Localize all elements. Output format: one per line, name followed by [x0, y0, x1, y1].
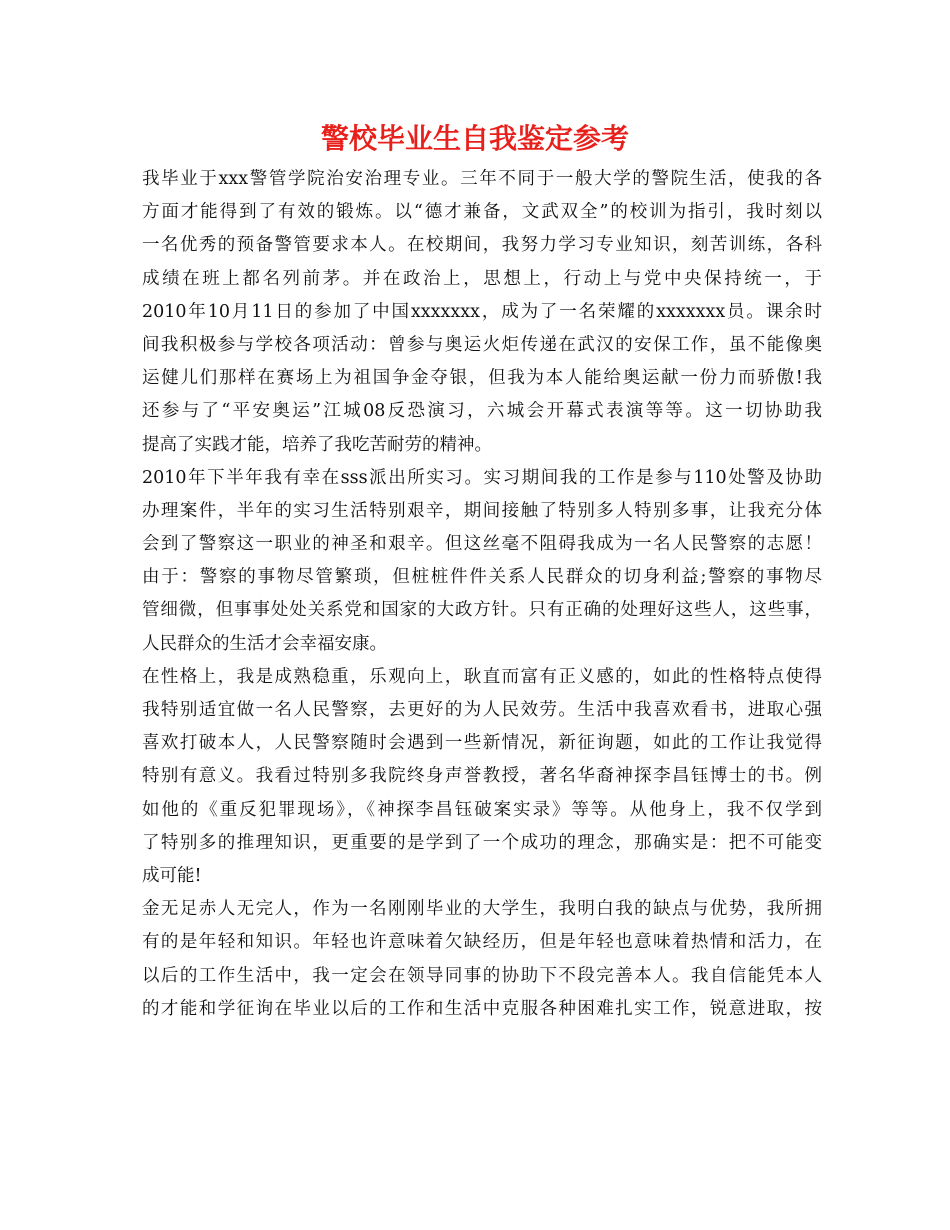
text-line: 我特别适宜做一名人民警察，去更好的为人民效劳。生活中我喜欢看书，进取心强 [142, 700, 822, 720]
text-line: 会到了警察这一职业的神圣和艰辛。但这丝毫不阻碍我成为一名人民警察的志愿！ [142, 534, 822, 555]
text-line: 喜欢打破本人，人民警察随时会遇到一些新情况，新征询题，如此的工作让我觉得 [142, 733, 822, 754]
text-line: 了特别多的推理知识，更重要的是学到了一个成功的理念，那确实是：把不可能变 [142, 832, 822, 853]
document-title: 警校毕业生自我鉴定参考 [320, 122, 629, 155]
text-line: 一名优秀的预备警管要求本人。在校期间，我努力学习专业知识，刻苦训练，各科 [142, 235, 822, 256]
text-line: 管细微，但事事处处关系党和国家的大政方针。只有正确的处理好这些人，这些事， [142, 600, 822, 621]
text-line: 方面才能得到了有效的锻炼。以“德才兼备，文武双全”的校训为指引，我时刻以 [142, 202, 822, 223]
text-line: 成可能! [142, 865, 202, 886]
text-line: 提高了实践才能，培养了我吃苦耐劳的精神。 [142, 434, 492, 455]
text-line: 成绩在班上都名列前茅。并在政治上，思想上，行动上与党中央保持统一，于 [142, 268, 822, 289]
text-line: 人民群众的生活才会幸福安康。 [142, 633, 387, 654]
text-line: 间我积极参与学校各项活动：曾参与奥运火炬传递在武汉的安保工作，虽不能像奥 [142, 334, 822, 355]
text-line: 特别有意义。我看过特别多我院终身声誉教授，著名华裔神探李昌钰博士的书。例 [142, 766, 822, 787]
text-line: 运健儿们那样在赛场上为祖国争金夺银，但我为本人能给奥运献一份力而骄傲!我 [142, 368, 822, 389]
text-line: 的才能和学征询在毕业以后的工作和生活中克服各种困难扎实工作，锐意进取，按 [142, 998, 822, 1019]
text-line: 我毕业于xxx警管学院治安治理专业。三年不同于一般大学的警院生活，使我的各 [142, 169, 822, 189]
text-line: 如他的《重反犯罪现场》，《神探李昌钰破案实录》等等。从他身上，我不仅学到 [142, 799, 822, 820]
text-line: 由于：警察的事物尽管繁琐，但桩桩件件关系人民群众的切身利益;警察的事物尽 [142, 567, 822, 588]
text-line: 还参与了“平安奥运”江城08反恐演习，六城会开幕式表演等等。这一切协助我 [142, 401, 822, 422]
text-line: 有的是年轻和知识。年轻也许意味着欠缺经历，但是年轻也意味着热情和活力，在 [142, 932, 822, 953]
text-line: 金无足赤人无完人，作为一名刚刚毕业的大学生，我明白我的缺点与优势，我所拥 [142, 899, 822, 920]
text-line: 办理案件，半年的实习生活特别艰辛，期间接触了特别多人特别多事，让我充分体 [142, 500, 822, 521]
text-line: 2010年下半年我有幸在sss派出所实习。实习期间我的工作是参与110处警及协助 [142, 467, 822, 488]
document-body [142, 163, 822, 1026]
text-line: 2010年10月11日的参加了中国xxxxxxx，成为了一名荣耀的xxxxxxx员。课余时 [142, 301, 822, 322]
text-line: 以后的工作生活中，我一定会在领导同事的协助下不段完善本人。我自信能凭本人 [142, 965, 822, 986]
text-line: 在性格上，我是成熟稳重，乐观向上，耿直而富有正义感的，如此的性格特点使得 [142, 666, 822, 687]
